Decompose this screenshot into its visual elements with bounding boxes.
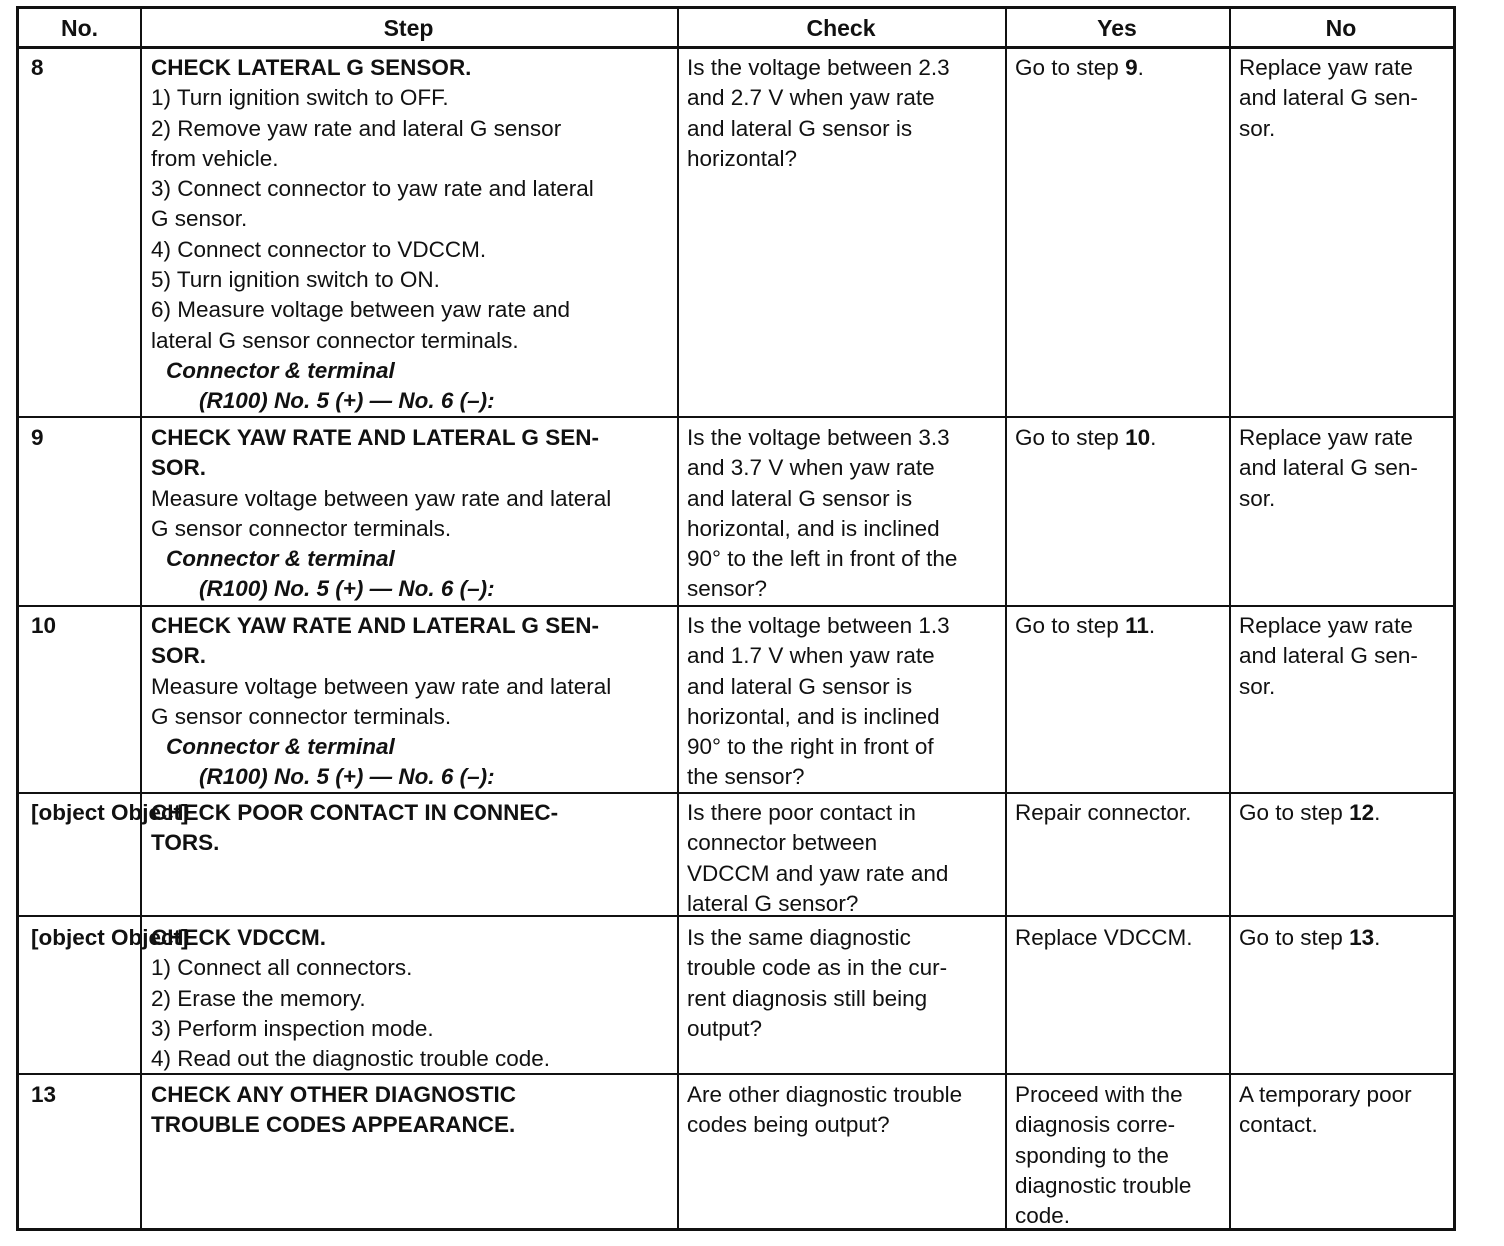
check-line: the sensor? [687, 764, 805, 790]
check-line: and 1.7 V when yaw rate [687, 643, 935, 669]
table-row [31, 53, 44, 83]
check-line: and 3.7 V when yaw rate [687, 455, 935, 481]
no-action [1239, 798, 1380, 828]
step-line: from vehicle. [151, 145, 279, 171]
yes-cell [1015, 923, 1193, 953]
yes-line: code. [1015, 1203, 1071, 1229]
no-line: sor. [1239, 485, 1276, 511]
step-number: [object Object] [31, 925, 189, 950]
step-line: 2) Remove yaw rate and lateral G sensor [151, 115, 562, 141]
check-line: and 2.7 V when yaw rate [687, 85, 935, 111]
yes-cell [1015, 611, 1155, 641]
no-line: A temporary poor [1239, 1082, 1412, 1107]
connector-label: Connector & terminal [166, 357, 395, 383]
yes-line: Proceed with the [1015, 1082, 1183, 1107]
check-cell [687, 1080, 962, 1141]
yes-prefix: Go to step [1015, 613, 1126, 638]
step-cell [151, 1080, 516, 1141]
no-prefix: Go to step [1239, 925, 1350, 950]
step-ref: 10 [1125, 425, 1151, 450]
step-title: SOR. [151, 643, 207, 669]
check-line: codes being output? [687, 1112, 890, 1138]
yes-prefix: Go to step [1015, 425, 1126, 450]
column-divider [677, 9, 679, 1228]
check-line: trouble code as in the cur- [687, 955, 948, 981]
step-line: 1) Turn ignition switch to OFF. [151, 85, 449, 111]
step-line: 5) Turn ignition switch to ON. [151, 267, 440, 293]
step-cell [151, 923, 550, 1074]
check-line: and lateral G sensor is [687, 673, 913, 699]
header-check: Check [806, 14, 876, 41]
step-cell [151, 53, 594, 417]
yes-prefix: Go to step [1015, 55, 1126, 80]
check-cell [687, 423, 957, 605]
connector-value: (R100) No. 5 (+) — No. 6 (–): [199, 764, 495, 790]
check-line: Is the voltage between 3.3 [687, 425, 950, 450]
check-line: Is the voltage between 2.3 [687, 55, 950, 80]
step-ref: 12 [1349, 800, 1375, 825]
step-number: 8 [31, 55, 44, 80]
table-row [31, 611, 56, 641]
yes-action [1015, 423, 1156, 453]
check-line: 90° to the right in front of [687, 734, 934, 760]
step-ref: 11 [1125, 613, 1149, 638]
yes-suffix: . [1137, 55, 1144, 80]
check-cell [687, 53, 950, 174]
step-line: 2) Erase the memory. [151, 985, 366, 1011]
yes-line: sponding to the [1015, 1142, 1169, 1168]
check-line: horizontal? [687, 145, 798, 171]
check-cell [687, 923, 947, 1044]
check-line: rent diagnosis still being [687, 985, 928, 1011]
check-line: Is there poor contact in [687, 800, 916, 825]
check-line: VDCCM and yaw rate and [687, 860, 949, 886]
check-line: horizontal, and is inclined [687, 515, 940, 541]
no-cell [1239, 53, 1418, 144]
yes-line: diagnosis corre- [1015, 1112, 1176, 1138]
check-cell [687, 798, 948, 919]
yes-line: diagnostic trouble [1015, 1172, 1192, 1198]
no-action [1239, 923, 1380, 953]
step-title: CHECK LATERAL G SENSOR. [151, 55, 472, 80]
no-suffix: . [1374, 925, 1381, 950]
no-cell [1239, 798, 1380, 828]
step-line: 3) Perform inspection mode. [151, 1015, 434, 1041]
table-row [31, 423, 44, 453]
row-divider [19, 605, 1453, 607]
yes-cell [1015, 53, 1144, 83]
check-line: Is the same diagnostic [687, 925, 911, 950]
step-title: SOR. [151, 455, 207, 481]
step-title: CHECK ANY OTHER DIAGNOSTIC [151, 1082, 517, 1107]
step-title: CHECK POOR CONTACT IN CONNEC- [151, 800, 559, 825]
check-line: sensor? [687, 576, 768, 602]
check-line: Is the voltage between 1.3 [687, 613, 950, 638]
step-line: G sensor. [151, 206, 248, 232]
step-number: 9 [31, 425, 44, 450]
yes-cell [1015, 1080, 1191, 1231]
table-row [31, 1080, 56, 1110]
step-line: G sensor connector terminals. [151, 703, 452, 729]
connector-value: (R100) No. 5 (+) — No. 6 (–): [199, 388, 495, 414]
check-line: 90° to the left in front of the [687, 546, 958, 572]
step-line: Measure voltage between yaw rate and lateral [151, 485, 612, 511]
step-ref: 13 [1349, 925, 1375, 950]
step-line: lateral G sensor connector terminals. [151, 327, 519, 353]
yes-cell [1015, 798, 1191, 828]
check-line: and lateral G sensor is [687, 115, 913, 141]
no-prefix: Go to step [1239, 800, 1350, 825]
check-line: horizontal, and is inclined [687, 703, 940, 729]
no-cell [1239, 1080, 1412, 1141]
no-cell [1239, 923, 1380, 953]
yes-suffix: . [1150, 425, 1157, 450]
no-cell [1239, 611, 1418, 702]
no-cell [1239, 423, 1418, 514]
step-line: Measure voltage between yaw rate and lateral [151, 673, 612, 699]
no-line: and lateral G sen- [1239, 455, 1418, 481]
step-number: [object Object] [31, 800, 189, 825]
check-line: and lateral G sensor is [687, 485, 913, 511]
step-title: TROUBLE CODES APPEARANCE. [151, 1112, 516, 1138]
check-line: output? [687, 1015, 763, 1041]
step-line: 1) Connect all connectors. [151, 955, 413, 981]
no-suffix: . [1374, 800, 1381, 825]
connector-value: (R100) No. 5 (+) — No. 6 (–): [199, 576, 495, 602]
column-divider [1229, 9, 1231, 1228]
header-no-result: No [1325, 14, 1357, 41]
step-line: 3) Connect connector to yaw rate and lateral [151, 176, 594, 202]
step-line: G sensor connector terminals. [151, 515, 452, 541]
step-line: 6) Measure voltage between yaw rate and [151, 297, 570, 323]
connector-label: Connector & terminal [166, 546, 395, 572]
yes-action [1015, 611, 1155, 641]
header-yes: Yes [1097, 14, 1137, 41]
step-title: CHECK VDCCM. [151, 925, 327, 950]
connector-label: Connector & terminal [166, 734, 395, 760]
no-line: Replace yaw rate [1239, 55, 1413, 80]
no-line: and lateral G sen- [1239, 643, 1418, 669]
step-number: 10 [31, 613, 57, 638]
no-line: Replace yaw rate [1239, 425, 1413, 450]
step-cell [151, 611, 611, 793]
check-line: connector between [687, 830, 878, 856]
step-line: 4) Read out the diagnostic trouble code. [151, 1046, 551, 1072]
no-line: sor. [1239, 673, 1276, 699]
step-line: 4) Connect connector to VDCCM. [151, 236, 487, 262]
yes-action: Repair connector. [1015, 800, 1192, 825]
column-divider [1005, 9, 1007, 1228]
no-line: and lateral G sen- [1239, 85, 1418, 111]
diagnostic-table [16, 6, 1456, 1231]
check-cell [687, 611, 950, 793]
no-line: contact. [1239, 1112, 1318, 1138]
yes-suffix: . [1148, 613, 1156, 638]
header-step: Step [383, 14, 434, 41]
yes-action: Replace VDCCM. [1015, 925, 1193, 950]
step-cell [151, 423, 611, 605]
step-title: CHECK YAW RATE AND LATERAL G SEN- [151, 425, 599, 450]
step-number: 13 [31, 1082, 57, 1107]
yes-action [1015, 53, 1144, 83]
column-divider [140, 9, 142, 1228]
step-cell [151, 798, 558, 859]
check-line: Are other diagnostic trouble [687, 1082, 963, 1107]
header-no: No. [60, 14, 99, 41]
step-ref: 9 [1125, 55, 1138, 80]
no-line: sor. [1239, 115, 1276, 141]
step-title: CHECK YAW RATE AND LATERAL G SEN- [151, 613, 599, 638]
step-title: TORS. [151, 830, 220, 856]
check-line: lateral G sensor? [687, 890, 859, 916]
yes-cell [1015, 423, 1156, 453]
no-line: Replace yaw rate [1239, 613, 1413, 638]
